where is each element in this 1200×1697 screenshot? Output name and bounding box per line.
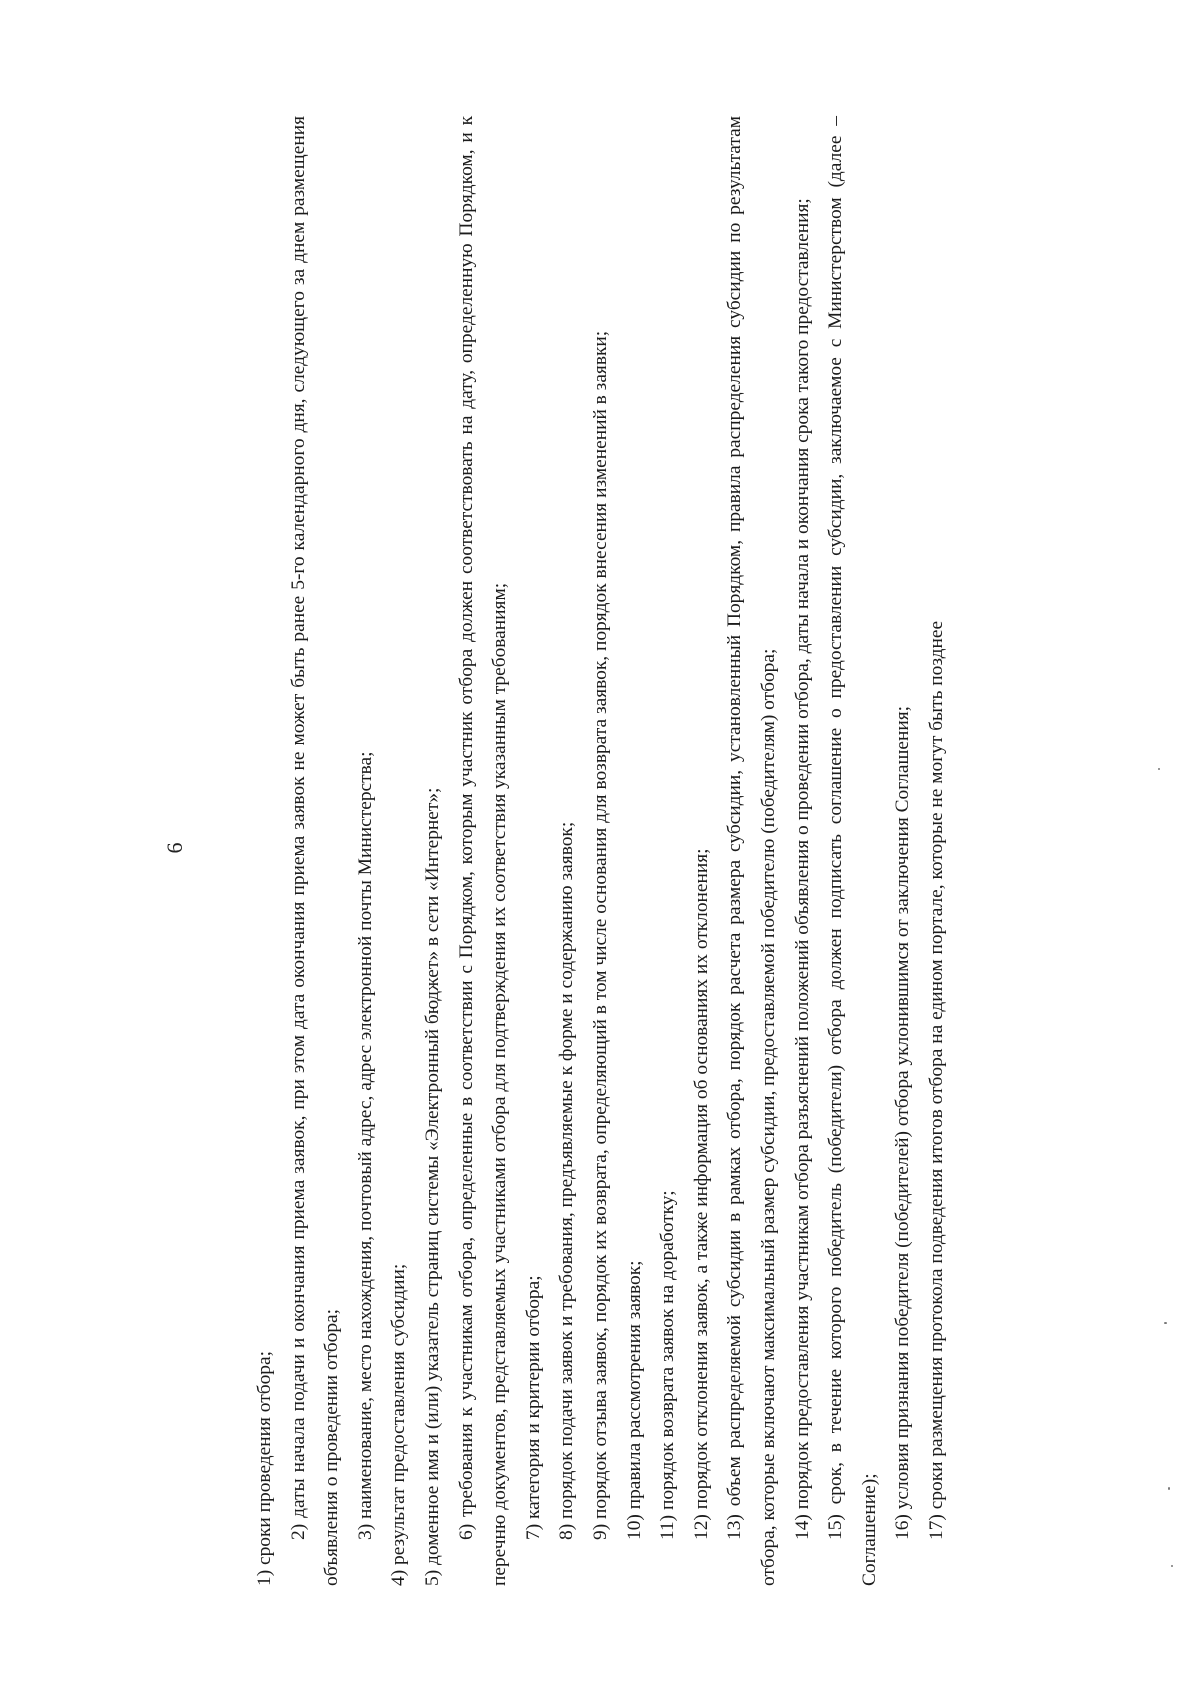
paragraph: 11) порядок возврата заявок на доработку;: [657, 1190, 679, 1540]
paragraph: 5) доменное имя и (или) указатель страниц системы «Электронный бюджет» в сети «Интернет»;: [421, 787, 443, 1586]
scan-speck: [1168, 1487, 1170, 1490]
rotated-content: [150, 48, 1050, 1648]
paragraph: 2) даты начала подачи и окончания приема заявок, при этом дата окончания приема заявок не может быть ранее 5-го календарного дня, следующего за днем размещения объявления о проведении отбора;: [287, 116, 343, 1586]
paragraph: 17) сроки размещения протокола подведения итогов отбора на едином портале, которые не могут быть позднее: [925, 620, 947, 1540]
paragraph: 9) порядок отзыва заявок, порядок их возврата, определяющий в том числе основания для возврата заявок, порядок внесения изменений в заявки;: [589, 330, 611, 1540]
paragraph: 8) порядок подачи заявок и требования, предъявляемые к форме и содержанию заявок;: [556, 821, 578, 1540]
paragraph: 15) срок, в течение которого победитель (победители) отбора должен подписать соглашение о предоставлении субсидии, заключаемое с Министерством (далее – Соглашение);: [825, 116, 880, 1586]
scan-speck: [1158, 768, 1160, 770]
paragraph: 1) сроки проведения отбора;: [254, 1351, 275, 1586]
scan-speck: [1171, 1565, 1173, 1567]
paragraph: 3) наименование, место нахождения, почтовый адрес, адрес электронной почты Министерства;: [354, 751, 376, 1540]
scan-speck: [1164, 1322, 1167, 1324]
paragraph: 16) условия признания победителя (победителей) отбора уклонившимся от заключения Соглашения;: [892, 705, 914, 1540]
paragraph: 7) категория и критерии отбора;: [522, 1275, 544, 1540]
paragraph: 14) порядок предоставления участникам отбора разъяснений положений объявления о проведении отбора, даты начала и окончания срока такого предоставления;: [791, 198, 813, 1540]
paragraph: 6) требования к участникам отбора, определенные в соответствии с Порядком, которым участник отбора должен соответствовать на дату, определенную Порядком, и к перечню документов, представляемых участниками отбора для подтверждения их соответствия указанным требованиям;: [455, 116, 511, 1586]
paragraph: 10) правила рассмотрения заявок;: [623, 1260, 645, 1540]
paragraph: 4) результат предоставления субсидии;: [388, 1263, 410, 1586]
page-number: 6: [162, 842, 187, 854]
paragraph: 12) порядок отклонения заявок, а также информация об основаниях их отклонения;: [690, 848, 712, 1540]
paragraph: 13) объем распределяемой субсидии в рамках отбора, порядок расчета размера субсидии, установленный Порядком, правила распределения субсидии по результатам отбора, которые включают максимальный размер субсидии, предоставляемой победителю (победителям) отбора;: [724, 116, 779, 1586]
document-body: [248, 116, 953, 1586]
